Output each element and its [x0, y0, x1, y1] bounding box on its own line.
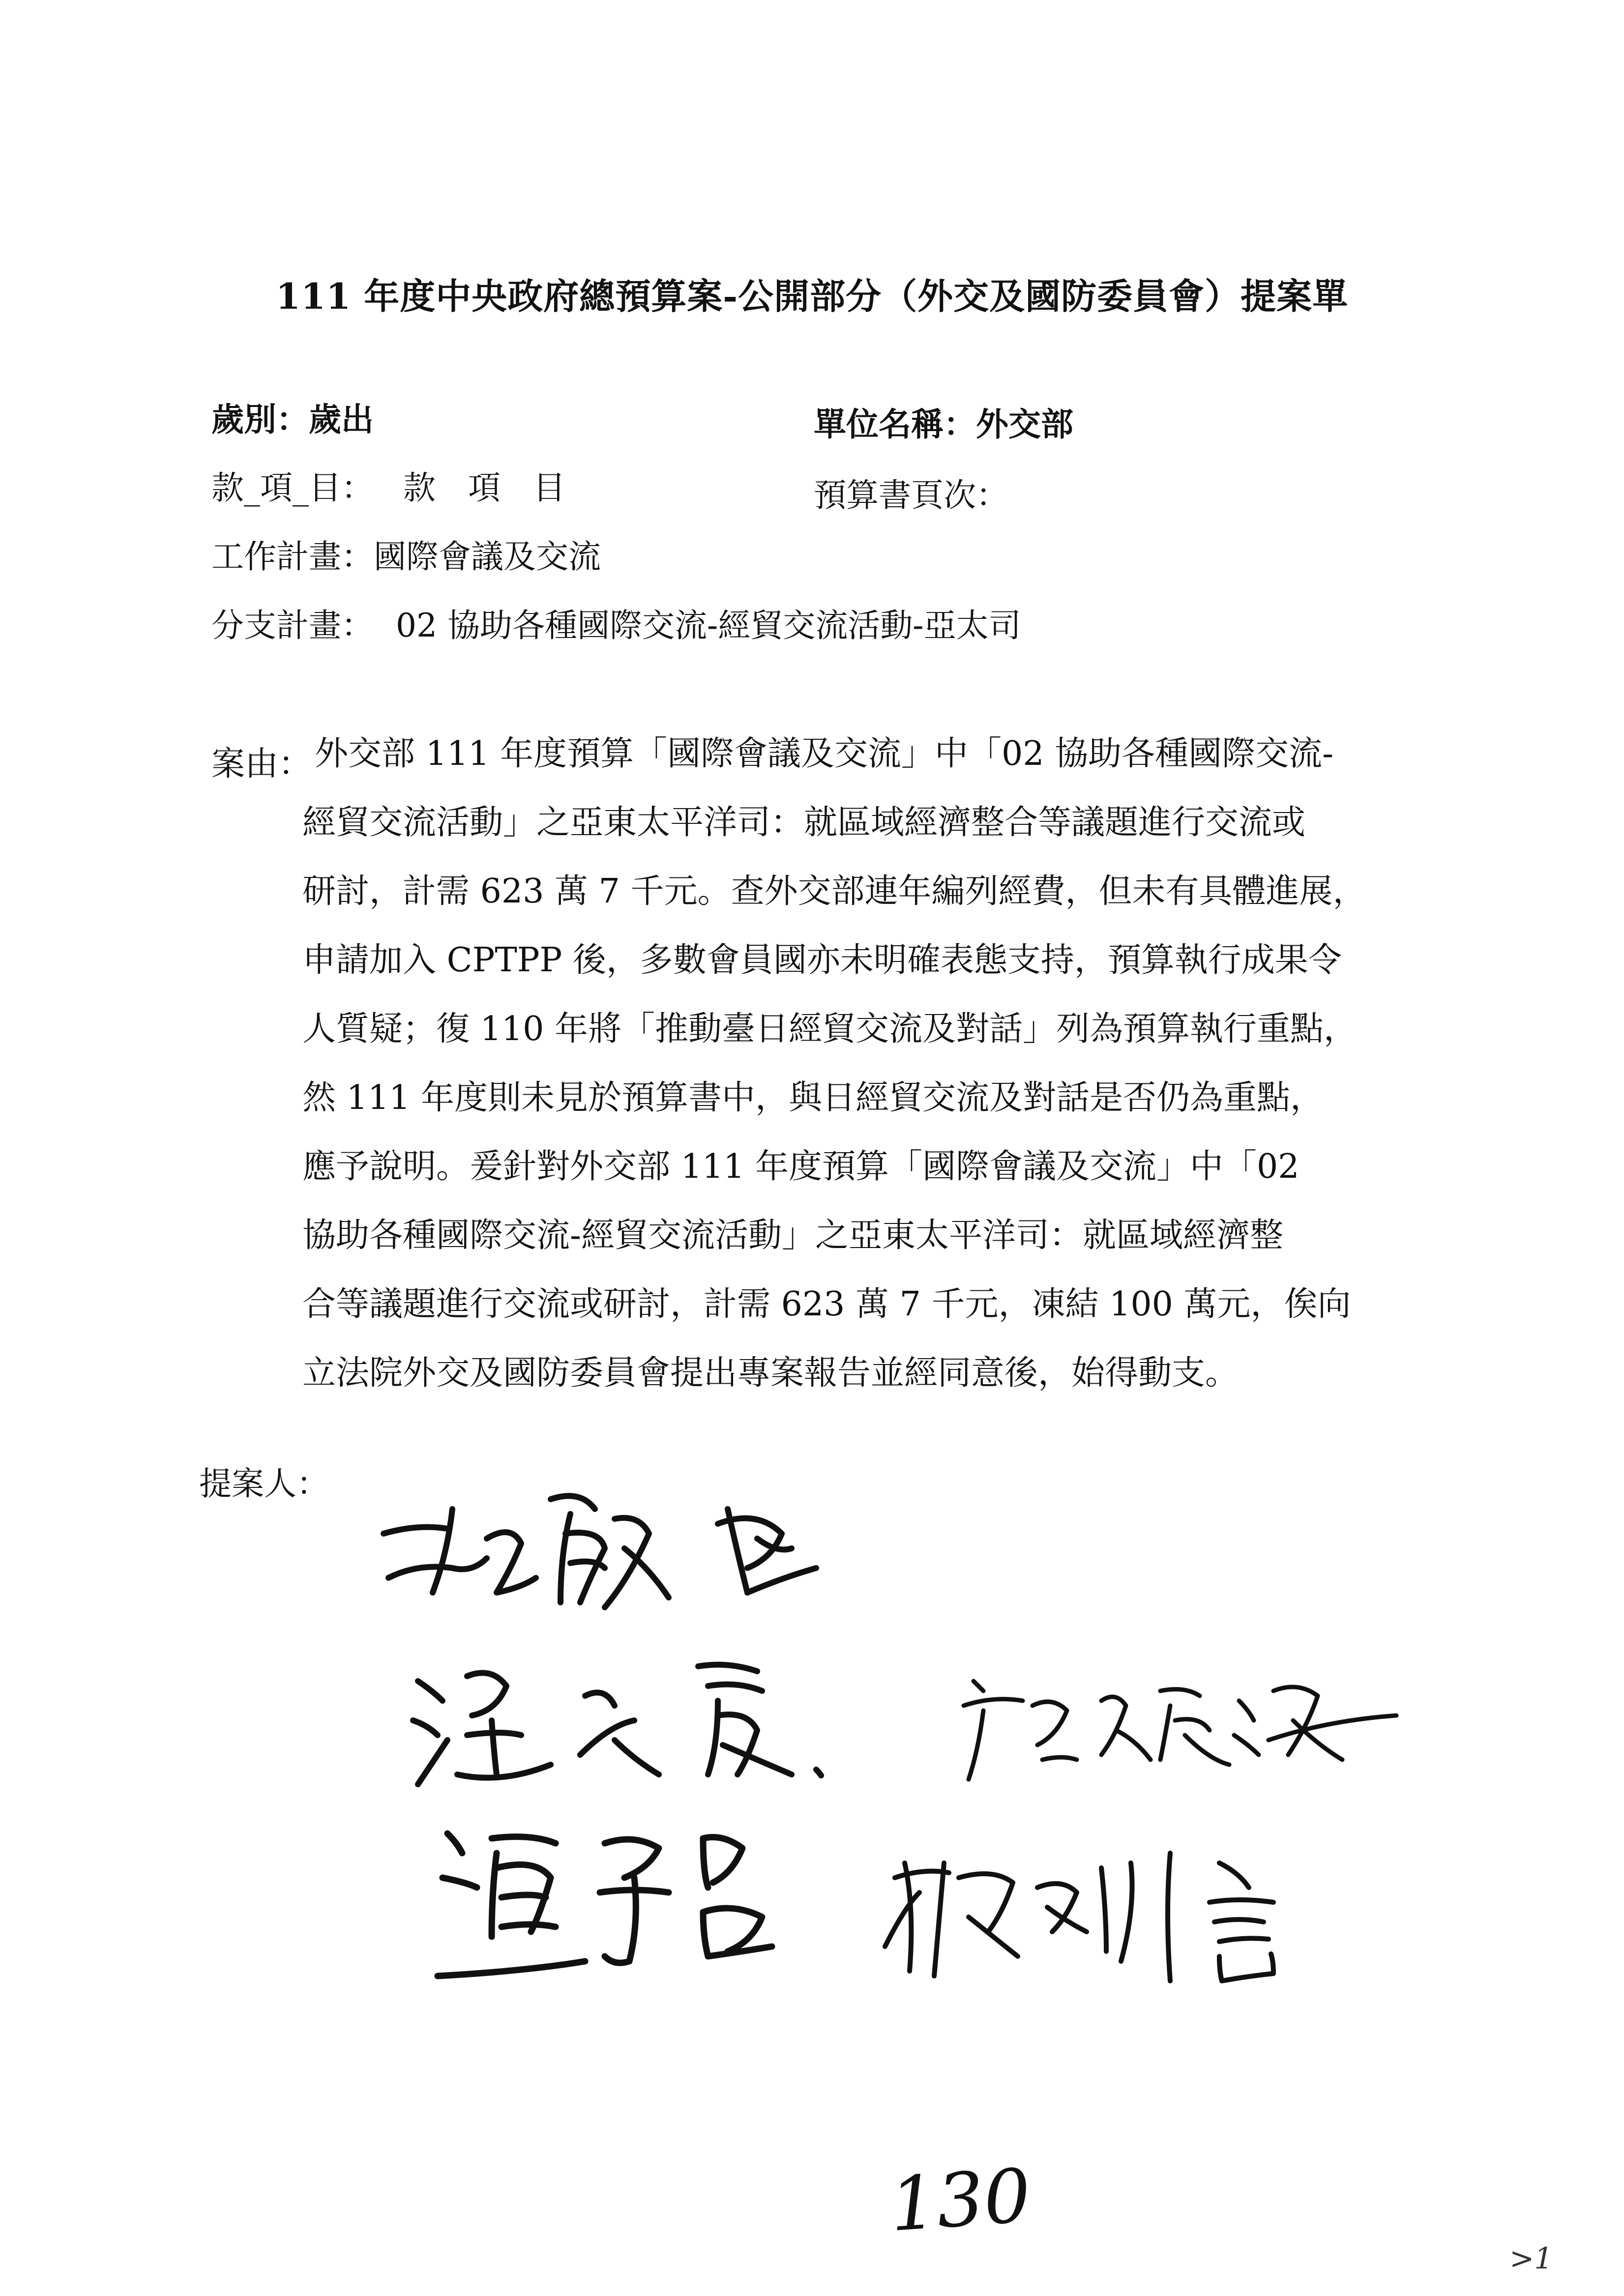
budget-page-label: 預算書頁次： — [814, 476, 1008, 514]
reason-line: 合等議題進行交流或研討，計需 623 萬 7 千元，凍結 100 萬元，俟向 — [302, 1285, 1351, 1324]
signature-3 — [954, 1661, 1406, 1789]
subplan-label: 分支計畫： — [211, 607, 374, 644]
signature-2 — [403, 1647, 856, 1804]
subplan-row — [211, 607, 1021, 644]
reason-line: 研討，計需 623 萬 7 千元。查外交部連年編列經費，但未有具體進展， — [302, 872, 1366, 911]
proposer-label: 提案人： — [199, 1465, 329, 1503]
category-value: 歲出 — [309, 400, 374, 438]
reason-line: 然 111 年度則未見於預算書中，與日經貿交流及對話是否仍為重點， — [302, 1078, 1324, 1117]
reason-line: 經貿交流活動」之亞東太平洋司：就區域經濟整合等議題進行交流或 — [302, 803, 1306, 842]
reason-line: 申請加入 CPTPP 後，多數會員國亦未明確表態支持，預算執行成果令 — [302, 941, 1342, 980]
page-title: 111 年度中央政府總預算案-公開部分（外交及國防委員會）提案單 — [275, 275, 1349, 317]
plan-label: 工作計畫： — [211, 538, 374, 576]
reason-line: 人質疑；復 110 年將「推動臺日經貿交流及對話」列為預算執行重點， — [302, 1010, 1358, 1048]
signature-4 — [428, 1814, 831, 1991]
reason-line: 立法院外交及國防委員會提出專案報告並經同意後，始得動支。 — [302, 1354, 1239, 1393]
budget-page-row — [814, 476, 1008, 514]
handwritten-page-number: 130 — [887, 2153, 1034, 2248]
category-row — [211, 400, 374, 438]
subplan-value: 02 協助各種國際交流-經貿交流活動-亞太司 — [396, 607, 1021, 644]
signature-5 — [875, 1833, 1347, 1991]
plan-row — [211, 538, 601, 576]
item-label: 款_項_目： — [211, 469, 374, 507]
reason-label: 案由： — [211, 745, 312, 784]
item-row — [211, 469, 565, 507]
corner-mark: >1 — [1509, 2241, 1553, 2276]
signature-1 — [374, 1480, 856, 1627]
reason-line: 協助各種國際交流-經貿交流活動」之亞東太平洋司：就區域經濟整 — [302, 1216, 1283, 1255]
category-label: 歲別： — [211, 400, 309, 438]
reason-line: 應予說明。爰針對外交部 111 年度預算「國際會議及交流」中「02 — [302, 1147, 1299, 1186]
reason-line: 外交部 111 年度預算「國際會議及交流」中「02 協助各種國際交流- — [315, 734, 1334, 773]
plan-value: 國際會議及交流 — [374, 538, 601, 576]
item-value: 款 項 目 — [403, 469, 565, 507]
unit-row — [814, 405, 1073, 443]
unit-value: 外交部 — [976, 405, 1073, 443]
unit-label: 單位名稱： — [814, 405, 976, 443]
